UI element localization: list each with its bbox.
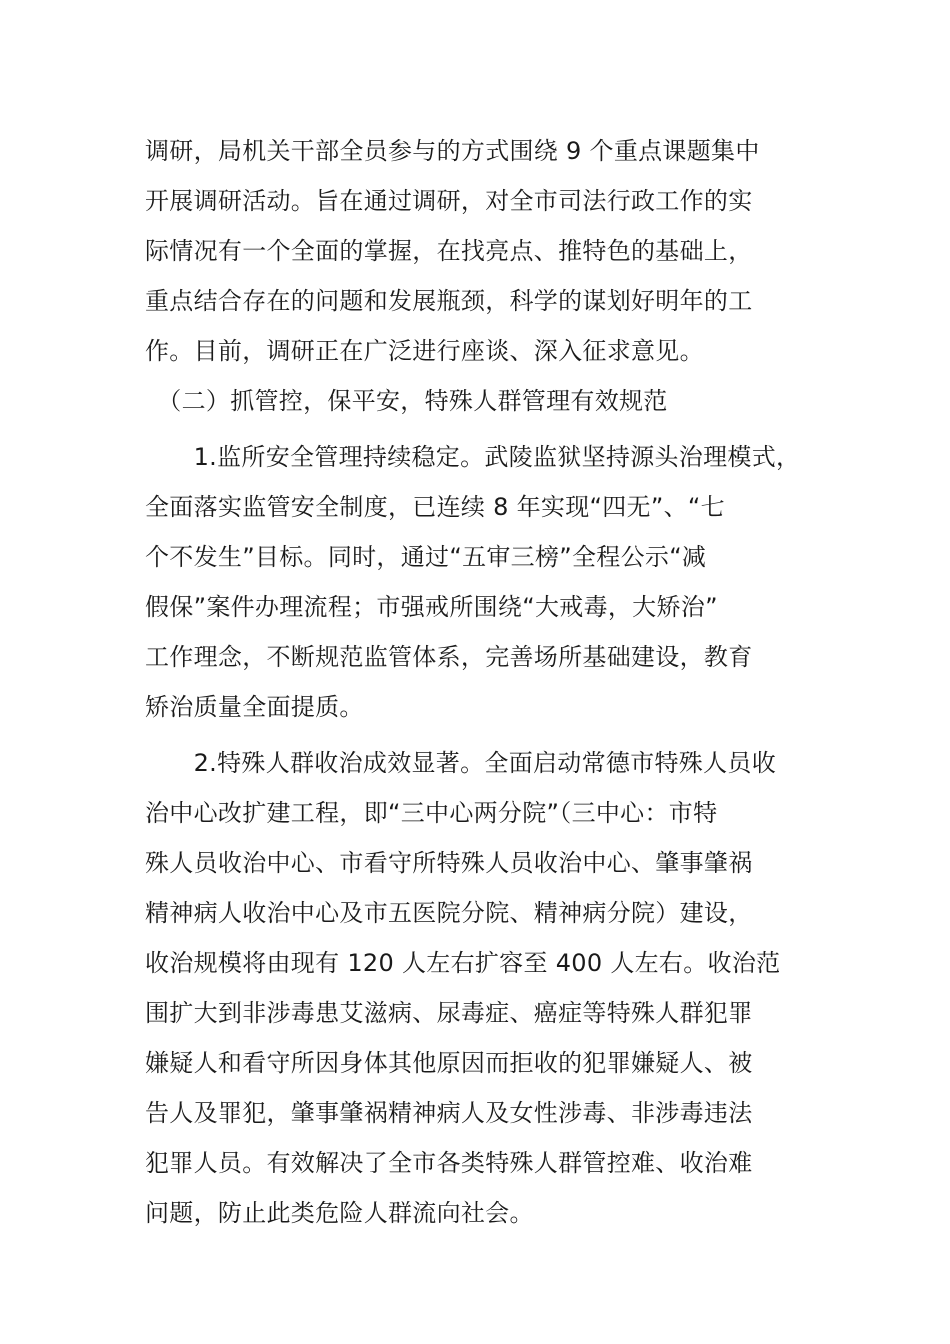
text-line: 2.特殊人群收治成效显著。全面启动常德市特殊人员收	[145, 749, 776, 777]
text-line: 告人及罪犯，肇事肇祸精神病人及女性涉毒、非涉毒违法	[145, 1099, 753, 1127]
text-line: 治中心改扩建工程，即“三中心两分院”（三中心：市特	[145, 799, 718, 827]
text-line: 问题，防止此类危险人群流向社会。	[145, 1199, 534, 1227]
text-line: 开展调研活动。旨在通过调研，对全市司法行政工作的实	[145, 187, 753, 215]
text-line: 全面落实监管安全制度，已连续 8 年实现“四无”、“七	[145, 493, 725, 521]
text-line: 殊人员收治中心、市看守所特殊人员收治中心、肇事肇祸	[145, 849, 753, 877]
text-line: 工作理念，不断规范监管体系，完善场所基础建设，教育	[145, 643, 753, 671]
text-line: 假保”案件办理流程；市强戒所围绕“大戒毒，大矫治”	[145, 593, 718, 621]
text-line: 收治规模将由现有 120 人左右扩容至 400 人左右。收治范	[145, 949, 781, 977]
text-line: 犯罪人员。有效解决了全市各类特殊人群管控难、收治难	[145, 1149, 753, 1177]
section-heading: （二）抓管控，保平安，特殊人群管理有效规范	[145, 387, 668, 415]
text-line: 矫治质量全面提质。	[145, 693, 364, 721]
text-line: 作。目前，调研正在广泛进行座谈、深入征求意见。	[145, 337, 704, 365]
text-line: 围扩大到非涉毒患艾滋病、尿毒症、癌症等特殊人群犯罪	[145, 999, 753, 1027]
text-line: 1.监所安全管理持续稳定。武陵监狱坚持源头治理模式，	[145, 443, 801, 471]
document-body	[145, 126, 825, 1238]
text-line: 重点结合存在的问题和发展瓶颈，科学的谋划好明年的工	[145, 287, 753, 315]
text-line: 调研，局机关干部全员参与的方式围绕 9 个重点课题集中	[145, 137, 760, 165]
text-line: 际情况有一个全面的掌握，在找亮点、推特色的基础上，	[145, 237, 753, 265]
text-line: 个不发生”目标。同时，通过“五审三榜”全程公示“减	[145, 543, 707, 571]
text-line: 精神病人收治中心及市五医院分院、精神病分院）建设，	[145, 899, 753, 927]
text-line: 嫌疑人和看守所因身体其他原因而拒收的犯罪嫌疑人、被	[145, 1049, 753, 1077]
